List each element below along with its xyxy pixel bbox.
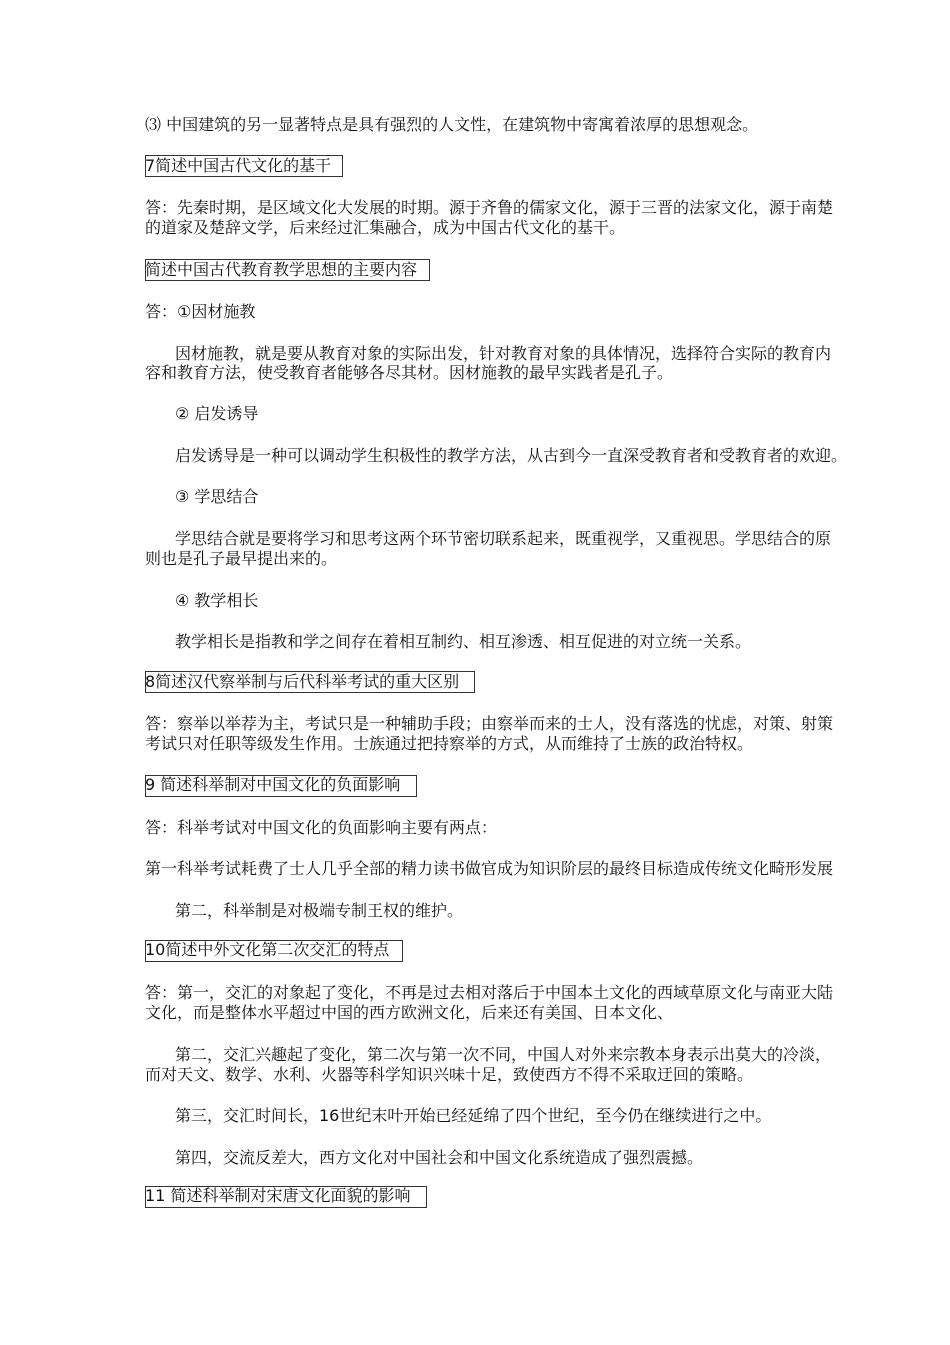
question-heading: 11 简述科举制对宋唐文化面貌的影响: [145, 1186, 411, 1205]
answer-line: 因材施教，就是要从教育对象的实际出发，针对教育对象的具体情况，选择符合实际的教育内: [175, 344, 832, 363]
question-heading: 10简述中外文化第二次交汇的特点: [145, 940, 390, 959]
answer-line: 则也是孔子最早提出来的。: [145, 549, 338, 568]
answer-line: 答：①因材施教: [145, 302, 256, 321]
answer-line: 启发诱导是一种可以调动学生积极性的教学方法，从古到今一直深受教育者和受教育者的欢迎。: [175, 446, 848, 465]
answer-line: 答：察举以举荐为主，考试只是一种辅助手段；由察举而来的士人，没有落选的忧虑，对策、射策: [145, 714, 834, 733]
answer-line: 学思结合就是要将学习和思考这两个环节密切联系起来，既重视学，又重视思。学思结合的原: [175, 529, 832, 548]
answer-line: 考试只对任职等级发生作用。士族通过把持察举的方式，从而维持了士族的政治特权。: [145, 734, 754, 753]
answer-line: 第四，交流反差大，西方文化对中国社会和中国文化系统造成了强烈震撼。: [175, 1148, 704, 1167]
answer-line: 第三，交汇时间长，16世纪末叶开始已经延绵了四个世纪，至今仍在继续进行之中。: [175, 1106, 772, 1125]
answer-line: 答：先秦时期，是区域文化大发展的时期。源于齐鲁的儒家文化，源于三晋的法家文化，源于南楚: [145, 198, 834, 217]
answer-line: 教学相长是指教和学之间存在着相互制约、相互渗透、相互促进的对立统一关系。: [175, 632, 752, 651]
answer-line: ② 启发诱导: [175, 404, 259, 423]
paragraph: ⑶ 中国建筑的另一显著特点是具有强烈的人文性，在建筑物中寄寓着浓厚的思想观念。: [145, 115, 759, 134]
question-heading: 简述中国古代教育教学思想的主要内容: [145, 260, 418, 279]
answer-line: 第二，科举制是对极端专制王权的维护。: [175, 901, 464, 920]
answer-line: ③ 学思结合: [175, 487, 259, 506]
answer-line: 第二，交汇兴趣起了变化，第二次与第一次不同，中国人对外来宗教本身表示出莫大的冷淡，: [175, 1045, 832, 1064]
answer-line: 的道家及楚辞文学，后来经过汇集融合，成为中国古代文化的基干。: [145, 218, 626, 237]
question-heading: 9 简述科举制对中国文化的负面影响: [145, 775, 401, 794]
answer-line: ④ 教学相长: [175, 591, 259, 610]
answer-line: 第一科举考试耗费了士人几乎全部的精力读书做官成为知识阶层的最终目标造成传统文化畸形发展: [145, 859, 834, 878]
answer-line: 文化，而是整体水平超过中国的西方欧洲文化，后来还有美国、日本文化、: [145, 1003, 674, 1022]
question-heading: 8简述汉代察举制与后代科举考试的重大区别: [145, 672, 460, 691]
answer-line: 而对天文、数学、水利、火器等科学知识兴味十足，致使西方不得不采取迂回的策略。: [145, 1065, 754, 1084]
answer-line: 答：科举考试对中国文化的负面影响主要有两点：: [145, 818, 498, 837]
answer-line: 容和教育方法，使受教育者能够各尽其材。因材施教的最早实践者是孔子。: [145, 363, 674, 382]
question-heading: 7简述中国古代文化的基干: [145, 156, 332, 175]
answer-line: 答：第一，交汇的对象起了变化，不再是过去相对落后于中国本土文化的西域草原文化与南亚大陆: [145, 983, 834, 1002]
